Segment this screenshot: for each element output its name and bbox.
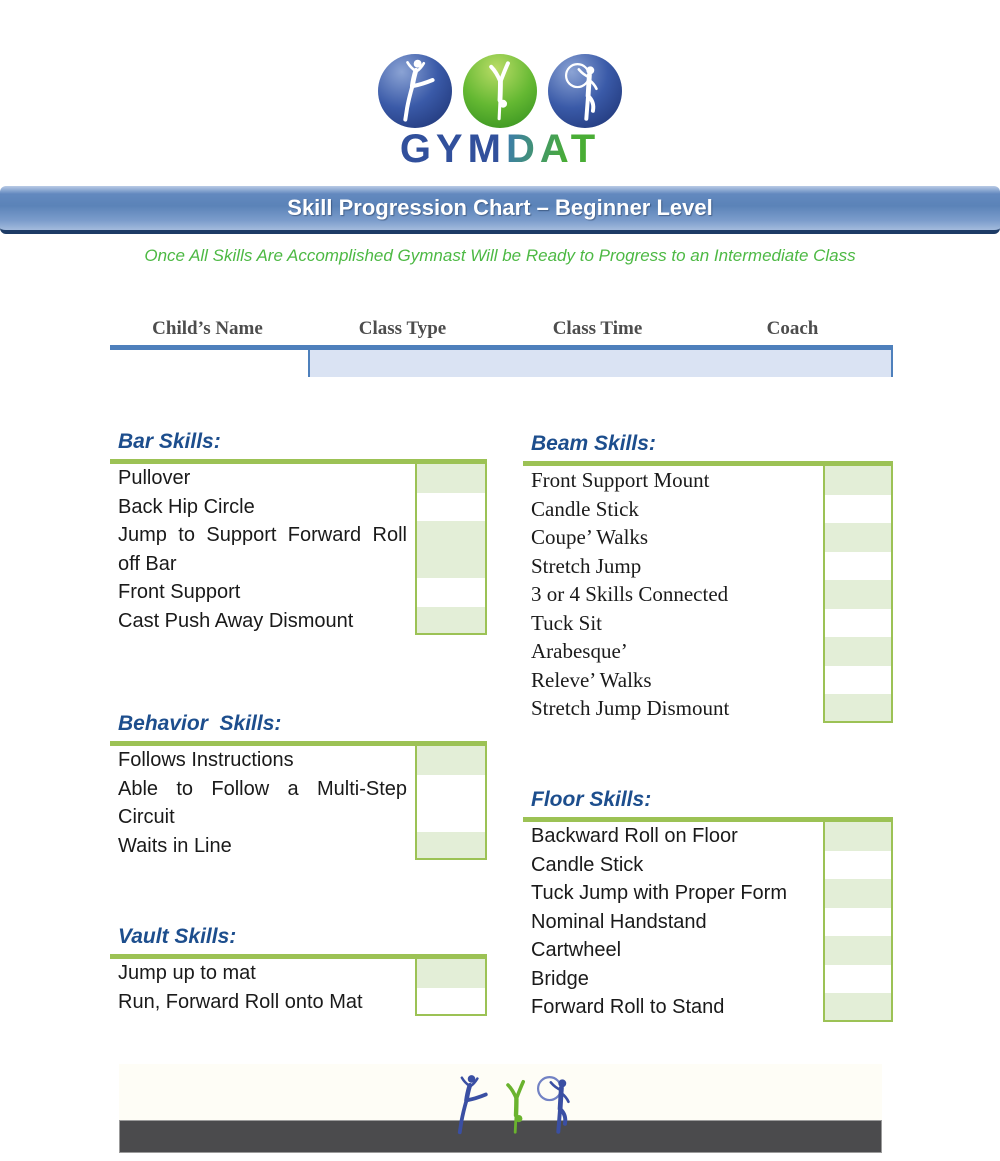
skill-row xyxy=(523,908,893,937)
check-cell[interactable] xyxy=(823,466,893,495)
skill-row xyxy=(110,521,487,578)
class-info-input-area[interactable] xyxy=(308,350,893,377)
check-cell[interactable] xyxy=(823,609,893,638)
skill-row xyxy=(110,988,487,1017)
skill-label: Tuck Jump with Proper Form xyxy=(531,882,787,904)
skill-label: 3 or 4 Skills Connected xyxy=(531,582,729,606)
section-behavior-skills xyxy=(110,712,487,860)
skill-label: Cast Push Away Dismount xyxy=(118,609,354,632)
skill-label: Candle Stick xyxy=(531,496,639,521)
skill-label: Nominal Handstand xyxy=(531,910,707,933)
check-cell[interactable] xyxy=(823,523,893,552)
column-childs-name: Child’s Name xyxy=(152,318,263,339)
skill-row xyxy=(523,580,893,609)
hoop-gymnast-icon xyxy=(548,54,622,128)
check-cell[interactable] xyxy=(415,988,487,1017)
class-info-row xyxy=(110,350,893,377)
check-cell[interactable] xyxy=(823,637,893,666)
section-bar-skills xyxy=(110,430,487,635)
check-cell[interactable] xyxy=(415,746,487,775)
skill-row xyxy=(110,746,487,775)
check-cell[interactable] xyxy=(415,775,487,832)
skill-row xyxy=(523,666,893,695)
skill-label: Follows Instructions xyxy=(118,749,294,771)
skill-label: Jump up to mat xyxy=(118,962,256,984)
skill-label: Coupe’ Walks xyxy=(531,525,649,549)
skill-row xyxy=(523,495,893,524)
section-heading: Beam Skills: xyxy=(531,432,656,455)
skill-label: Tuck Sit xyxy=(531,610,603,635)
check-cell[interactable] xyxy=(823,879,893,908)
column-class-time: Class Time xyxy=(552,318,643,339)
class-info-header xyxy=(110,318,890,340)
skill-row xyxy=(523,851,893,880)
skill-row xyxy=(110,832,487,861)
skill-row xyxy=(523,552,893,581)
skill-row xyxy=(110,493,487,522)
check-cell[interactable] xyxy=(823,993,893,1022)
check-cell[interactable] xyxy=(823,908,893,937)
skill-label: Backward Roll on Floor xyxy=(531,825,738,847)
subtitle: Once All Skills Are Accomplished Gymnast Will be Ready to Progress to an Intermediate Class xyxy=(144,246,856,265)
leaping-gymnast-icon xyxy=(378,54,452,128)
skill-row xyxy=(523,523,893,552)
skill-label: Front Support Mount xyxy=(531,468,710,492)
logo-circles xyxy=(370,54,630,128)
logo-text-dat: DAT xyxy=(505,127,601,171)
logo-wordmark xyxy=(370,129,630,169)
column-class-type: Class Type xyxy=(358,318,447,339)
check-cell[interactable] xyxy=(823,822,893,851)
childs-name-input-area[interactable] xyxy=(110,350,308,377)
handstand-gymnast-icon xyxy=(463,54,537,128)
check-cell[interactable] xyxy=(415,959,487,988)
section-heading: Bar Skills: xyxy=(118,430,221,453)
section-heading: Vault Skills: xyxy=(118,925,237,948)
check-cell[interactable] xyxy=(823,965,893,994)
skill-row xyxy=(110,464,487,493)
skill-row xyxy=(110,607,487,636)
gymdat-logo xyxy=(370,54,630,169)
check-cell[interactable] xyxy=(823,851,893,880)
skill-label: Stretch Jump xyxy=(531,553,642,578)
skill-row xyxy=(110,775,487,832)
skill-label: Back Hip Circle xyxy=(118,495,255,518)
check-cell[interactable] xyxy=(823,694,893,723)
skill-label: Able to Follow a Multi-Step Circuit xyxy=(118,777,407,828)
skill-label: Jump to Support Forward Roll off Bar xyxy=(118,524,407,575)
leaping-gymnast-icon xyxy=(448,1066,490,1144)
handstand-gymnast-icon xyxy=(496,1070,536,1144)
skill-label: Stretch Jump Dismount xyxy=(531,696,730,720)
skill-row xyxy=(523,822,893,851)
check-cell[interactable] xyxy=(415,521,487,578)
check-cell[interactable] xyxy=(823,936,893,965)
check-cell[interactable] xyxy=(823,552,893,581)
page-title: Skill Progression Chart – Beginner Level xyxy=(287,195,713,220)
skill-row xyxy=(110,959,487,988)
skill-row xyxy=(523,879,893,908)
check-cell[interactable] xyxy=(415,578,487,607)
skill-label: Pullover xyxy=(118,467,191,489)
skill-row xyxy=(523,936,893,965)
skill-label: Forward Roll to Stand xyxy=(531,996,725,1018)
check-cell[interactable] xyxy=(415,607,487,636)
skill-label: Front Support xyxy=(118,581,241,603)
skill-label: Bridge xyxy=(531,967,589,990)
check-cell[interactable] xyxy=(415,493,487,522)
skill-row xyxy=(523,466,893,495)
column-coach: Coach xyxy=(766,318,819,339)
skill-label: Waits in Line xyxy=(118,834,232,857)
skill-row xyxy=(523,609,893,638)
skill-label: Releve’ Walks xyxy=(531,667,652,692)
check-cell[interactable] xyxy=(823,580,893,609)
section-beam-skills xyxy=(523,432,893,723)
logo-text-gym: GYM xyxy=(399,127,506,171)
skill-label: Cartwheel xyxy=(531,939,622,961)
section-floor-skills xyxy=(523,788,893,1022)
section-heading: Behavior Skills: xyxy=(118,712,282,735)
check-cell[interactable] xyxy=(823,495,893,524)
skill-label: Candle Stick xyxy=(531,853,644,876)
section-vault-skills xyxy=(110,925,487,1016)
skill-row xyxy=(523,993,893,1022)
skill-label: Run, Forward Roll onto Mat xyxy=(118,990,363,1013)
title-banner xyxy=(0,186,1000,234)
skill-row xyxy=(523,965,893,994)
hoop-gymnast-icon xyxy=(535,1064,579,1144)
skill-row xyxy=(523,637,893,666)
skill-row xyxy=(110,578,487,607)
skill-row xyxy=(523,694,893,723)
check-cell[interactable] xyxy=(415,464,487,493)
check-cell[interactable] xyxy=(415,832,487,861)
check-cell[interactable] xyxy=(823,666,893,695)
section-heading: Floor Skills: xyxy=(531,788,652,811)
skill-label: Arabesque’ xyxy=(531,639,628,663)
